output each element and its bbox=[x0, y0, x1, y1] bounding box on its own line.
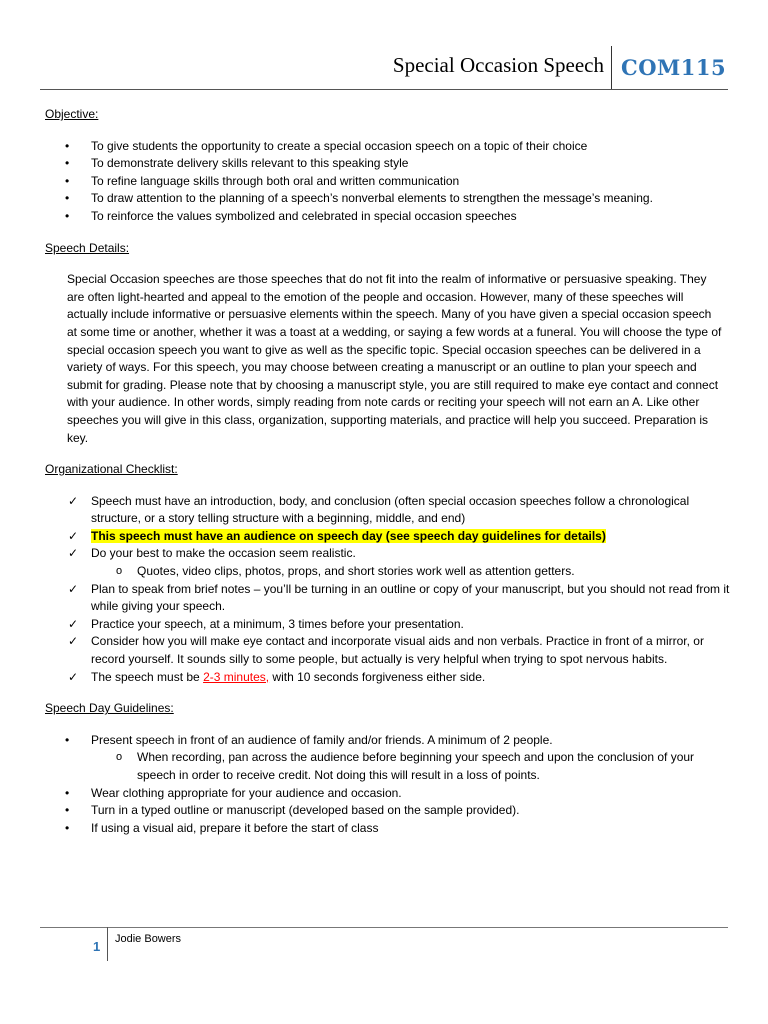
checklist-item-text: Do your best to make the occasion seem realistic. bbox=[91, 546, 356, 561]
guidelines-list bbox=[45, 732, 735, 838]
checklist-item bbox=[45, 493, 735, 528]
checklist-item bbox=[45, 581, 735, 616]
page-header bbox=[40, 40, 728, 90]
list-item: • To reinforce the values symbolized and celebrated in special occasion speeches bbox=[45, 208, 735, 226]
sub-list bbox=[91, 749, 735, 784]
guidelines-heading: Speech Day Guidelines: bbox=[45, 701, 174, 716]
list-item: • Turn in a typed outline or manuscript (developed based on the sample provided). bbox=[45, 802, 735, 820]
author-name: Jodie Bowers bbox=[115, 933, 182, 945]
checklist-item-text: with 10 seconds forgiveness either side. bbox=[269, 669, 486, 684]
footer-rule bbox=[40, 927, 728, 928]
checkmark-icon: ✓ bbox=[68, 528, 79, 543]
checklist-item-text: Practice your speech, at a minimum, 3 times before your presentation. bbox=[91, 616, 464, 631]
course-code: COM115 bbox=[621, 55, 727, 80]
list-item: • To demonstrate delivery skills relevant to this speaking style bbox=[45, 155, 735, 173]
checklist-item bbox=[45, 616, 735, 634]
checklist-item bbox=[45, 528, 735, 546]
checkmark-icon: ✓ bbox=[68, 581, 79, 596]
details-heading: Speech Details: bbox=[45, 240, 130, 255]
checkmark-icon: ✓ bbox=[68, 634, 79, 649]
highlighted-requirement: This speech must have an audience on speech day (see speech day guidelines for details) bbox=[91, 528, 606, 543]
list-item bbox=[45, 732, 735, 785]
list-item: • If using a visual aid, prepare it before the start of class bbox=[45, 820, 735, 838]
header-rule bbox=[40, 89, 728, 90]
checkmark-icon: ✓ bbox=[68, 493, 79, 508]
checklist-item bbox=[45, 669, 735, 687]
duration-emphasis: 2-3 minutes, bbox=[203, 669, 270, 684]
sub-list bbox=[91, 563, 735, 581]
header-divider bbox=[611, 46, 612, 90]
page-number: 1 bbox=[93, 939, 101, 954]
checkmark-icon: ✓ bbox=[68, 616, 79, 631]
checkmark-icon: ✓ bbox=[68, 546, 79, 561]
checklist-item-text: Speech must have an introduction, body, and conclusion (often special occasion speeches follow a chronological structure, or a story telling structure with a beginning, middle, and end) bbox=[91, 493, 690, 526]
list-item: • Wear clothing appropriate for your audience and occasion. bbox=[45, 785, 735, 803]
list-item-text: Present speech in front of an audience of family and/or friends. A minimum of 2 people. bbox=[91, 732, 553, 747]
sub-list-item: o When recording, pan across the audience before beginning your speech and upon the conclusion of your speech in order to receive credit. Not doing this will result in a loss of points. bbox=[91, 749, 735, 784]
list-item: • To give students the opportunity to create a special occasion speech on a topic of their choice bbox=[45, 138, 735, 156]
objective-list bbox=[45, 138, 735, 226]
document-body bbox=[45, 106, 735, 851]
document-title: Special Occasion Speech bbox=[392, 53, 604, 77]
checklist bbox=[45, 493, 735, 687]
objective-heading: Objective: bbox=[45, 107, 99, 121]
page-footer bbox=[40, 927, 728, 967]
footer-divider bbox=[107, 927, 108, 961]
checklist-item-text: The speech must be bbox=[91, 669, 204, 684]
checklist-item-text: Plan to speak from brief notes – you’ll be turning in an outline or copy of your manuscript, but you should not read from it while giving your speech. bbox=[91, 581, 730, 614]
checklist-item bbox=[45, 633, 735, 668]
list-item: • To draw attention to the planning of a speech’s nonverbal elements to strengthen the message’s meaning. bbox=[45, 190, 735, 208]
sub-list-item: o Quotes, video clips, photos, props, and short stories work well as attention getters. bbox=[91, 563, 735, 581]
details-paragraph: Special Occasion speeches are those speeches that do not fit into the realm of informative or persuasive speaking. They are often light-hearted and appeal to the emotion of the people and occasion. However, many of these speeches will actually include informative or persuasive elements within the speech. Many of you have given a special occasion speech at some time or another, whether it was a toast at a wedding, or saying a few words at a funeral. You will choose the type of special occasion speech you want to give as well as the specific topic. Special occasion speeches can be delivered in a variety of ways. For this speech, you may choose between creating a manuscript or an outline to plan your speech and submit for grading. Please note that by choosing a manuscript style, you are still required to make eye contact and connect with your audience. In other words, simply reading from note cards or reciting your speech will not earn an A. Like other speeches you will give in this class, organization, supporting materials, and practice will help you succeed. Preparation is key. bbox=[67, 272, 722, 445]
checkmark-icon: ✓ bbox=[68, 669, 79, 684]
checklist-heading: Organizational Checklist: bbox=[45, 462, 178, 477]
checklist-item bbox=[45, 545, 735, 580]
checklist-item-text: Consider how you will make eye contact and incorporate visual aids and non verbals. Practice in front of a mirror, or record yourself. It sounds silly to some people, but actually is very helpful when trying to spot nervous habits. bbox=[91, 634, 704, 667]
list-item: • To refine language skills through both oral and written communication bbox=[45, 173, 735, 191]
